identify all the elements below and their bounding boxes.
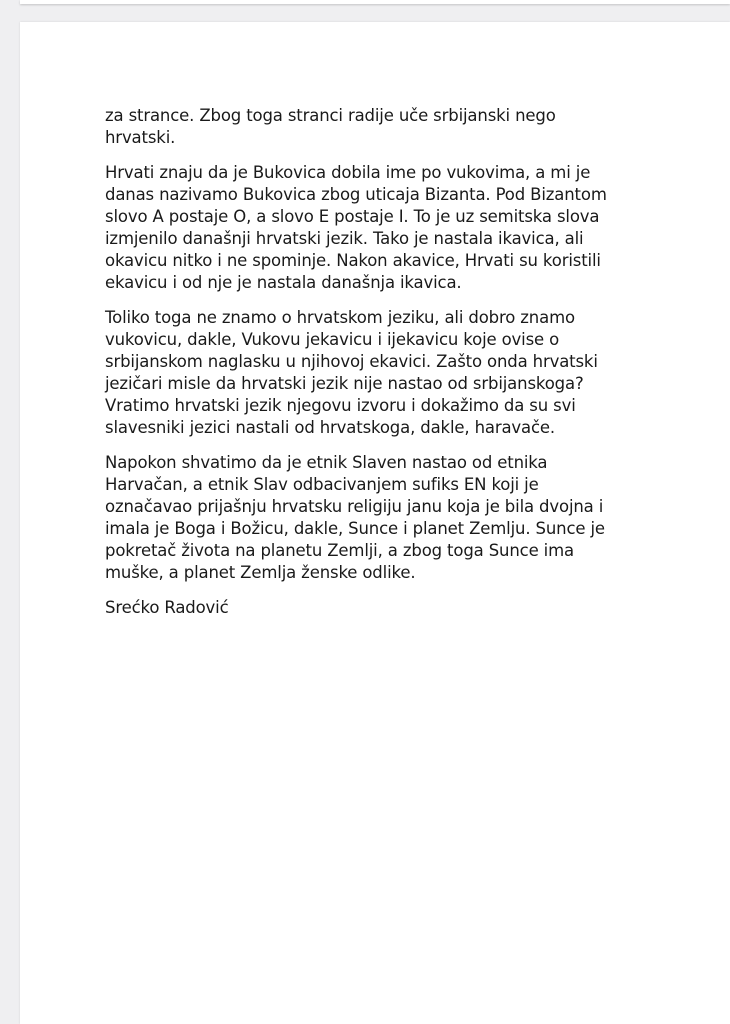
document-body bbox=[105, 105, 685, 619]
document-page bbox=[20, 22, 730, 1024]
previous-page-edge bbox=[20, 0, 730, 4]
paragraph-2: Hrvati znaju da je Bukovica dobila ime po vukovima, a mi je danas nazivamo Bukovica zbog uticaja Bizanta. Pod Bizantom slovo A postaje O, a slovo E postaje I. To je uz semitska slova izmjenilo današnji hrvatski jezik. Tako je nastala ikavica, ali okavicu nitko i ne spominje. Nakon akavice, Hrvati su koristili ekavicu i od nje je nastala današnja ikavica. bbox=[105, 163, 607, 292]
paragraph-3: Toliko toga ne znamo o hrvatskom jeziku, ali dobro znamo vukovicu, dakle, Vukovu jekavicu i ijekavicu koje ovise o srbijanskom naglasku u njihovoj ekavici. Zašto onda hrvatski jezičari misle da hrvatski jezik nije nastao od srbijanskoga? Vratimo hrvatski jezik njegovu izvoru i dokažimo da su svi slavesniki jezici nastali od hrvatskoga, dakle, haravače. bbox=[105, 308, 598, 437]
author-signature: Srećko Radović bbox=[105, 598, 229, 617]
paragraph-4: Napokon shvatimo da je etnik Slaven nastao od etnika Harvačan, a etnik Slav odbacivanjem sufiks EN koji je označavao prijašnju hrvatsku religiju janu koja je bila dvojna i imala je Boga i Božicu, dakle, Sunce i planet Zemlju. Sunce je pokretač života na planetu Zemlji, a zbog toga Sunce ima muške, a planet Zemlja ženske odlike. bbox=[105, 453, 605, 582]
paragraph-1: za strance. Zbog toga stranci radije uče srbijanski nego hrvatski. bbox=[105, 106, 556, 147]
